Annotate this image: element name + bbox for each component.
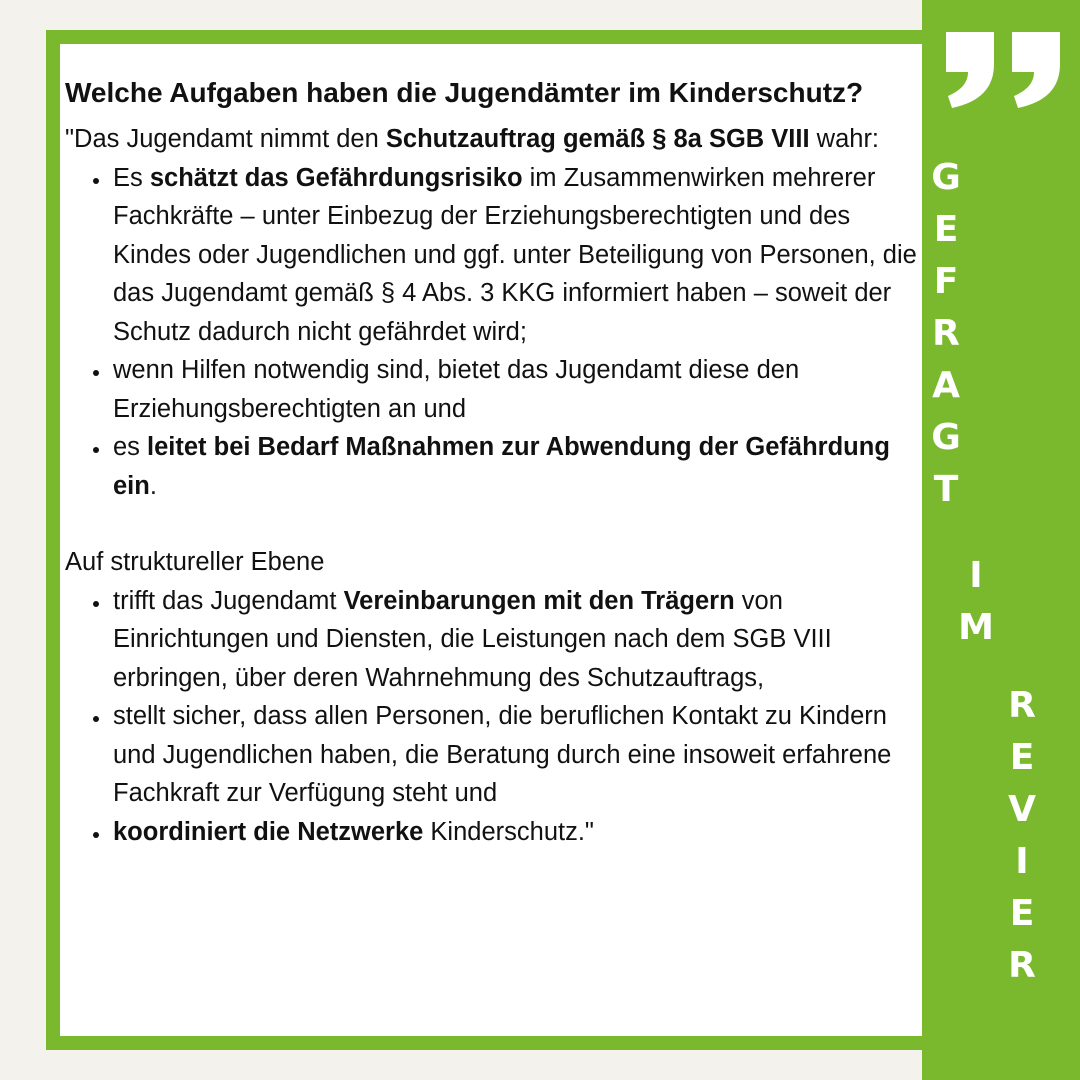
list-item: • trifft das Jugendamt Vereinbarungen mit den Trägern von Einrichtungen und Diensten, die Leistungen nach dem SGB VIII erbringen, über deren Wahrnehmung des Schutzauftrags, [111, 582, 917, 698]
vertical-letter: I [1015, 841, 1029, 882]
vertical-letter: A [932, 365, 960, 406]
vertical-letter: E [1009, 893, 1035, 934]
section-spacer [65, 505, 917, 543]
list-item: • stellt sicher, dass allen Personen, die beruflichen Kontakt zu Kindern und Jugendlichen haben, die Beratung durch eine insoweit erfahrene Fachkraft zur Verfügung steht und [111, 697, 917, 813]
vertical-letter: G [931, 157, 961, 198]
card-content [65, 74, 917, 851]
vertical-letter: M [958, 607, 994, 648]
list-item: • koordiniert die Netzwerke Kinderschutz." [111, 813, 917, 852]
vertical-letter: E [933, 209, 959, 250]
section-label: Auf struktureller Ebene [65, 548, 325, 576]
side-bar [922, 0, 1080, 1080]
vertical-letter: V [1008, 789, 1036, 830]
list-item: • Es schätzt das Gefährdungsrisiko im Zusammenwirken mehrerer Fachkräfte – unter Einbezug der Erziehungsberechtigten und des Kindes oder Jugendlichen und ggf. unter Beteiligung von Personen, die das Jugendamt gemäß § 4 Abs. 3 KKG informiert haben – soweit der Schutz dadurch nicht gefährdet wird; [111, 159, 917, 352]
vertical-letter: I [969, 555, 983, 596]
vertical-letter: R [932, 313, 960, 354]
closing-quote-icon [1010, 30, 1062, 108]
vertical-letter: T [933, 469, 959, 510]
closing-quote-icon [944, 30, 996, 108]
structural-list [65, 582, 917, 852]
vertical-letter: G [931, 417, 961, 458]
protective-duty-list [65, 159, 917, 506]
list-item: • wenn Hilfen notwendig sind, bietet das Jugendamt diese den Erziehungsberechtigten an und [111, 351, 917, 428]
vertical-letter: F [933, 261, 959, 302]
vertical-letter: E [1009, 737, 1035, 778]
text-card-inner [60, 44, 922, 1036]
intro-paragraph: "Das Jugendamt nimmt den Schutzauftrag gemäß § 8a SGB VIII wahr: [65, 125, 880, 153]
page-title: Welche Aufgaben haben die Jugendämter im Kinderschutz? [65, 77, 864, 108]
text-card [46, 30, 922, 1050]
vertical-letter: R [1008, 685, 1036, 726]
list-item: • es leitet bei Bedarf Maßnahmen zur Abwendung der Gefährdung ein. [111, 428, 917, 505]
vertical-letter: R [1008, 945, 1036, 986]
